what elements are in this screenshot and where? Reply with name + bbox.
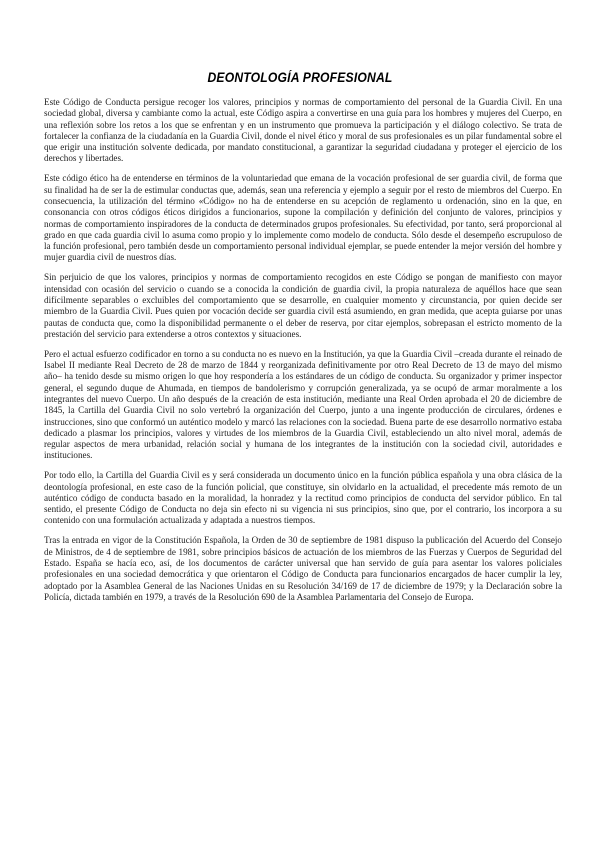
page-title: DEONTOLOGÍA PROFESIONAL — [207, 70, 393, 85]
paragraph: Por todo ello, la Cartilla del Guardia Civil es y será considerada un documento único en la función pública española y una obra clásica de la deontología profesional, en este caso de la función policial, que constituye, sin olvidarlo en la actualidad, el precedente más remoto de un auténtico código de conducta basado en la moralidad, la honradez y la rectitud como principios de conducta del servidor público. En tal sentido, el presente Código de Conducta no deja sin efecto ni su vigencia ni sus principios, sino que, por el contrario, los incorpora a su contenido con una formulación actualizada y adaptada a nuestros tiempos. — [44, 470, 562, 526]
paragraph: Sin perjuicio de que los valores, principios y normas de comportamiento recogidos en este Código se pongan de manifiesto con mayor intensidad con ocasión del servicio o cuando se a conocida la condición de guardia civil, la propia naturaleza de aquéllos hace que sean difícilmente separables o excluibles del comportamiento que se desarrolle, en cualquier momento y circunstancia, por quien decide ser miembro de la Guardia Civil. Pues quien por vocación decide ser guardia civil está asumiendo, en gran medida, que acepta guiarse por unas pautas de conducta que, como la disponibilidad permanente o el deber de reserva, por citar ejemplos, sobrepasan el estricto momento de la prestación del servicio para extenderse a otros contextos y situaciones. — [44, 272, 562, 339]
paragraph: Pero el actual esfuerzo codificador en torno a su conducta no es nuevo en la Institución, ya que la Guardia Civil –creada durante el reinado de Isabel II mediante Real Decreto de 28 de marzo de 1844 y reorganizada definitivamente por otro Real Decreto de 13 de mayo del mismo año– ha tenido desde su mismo origen lo que hoy respondería a los estándares de un código de conducta. Su organizador y primer inspector general, el segundo duque de Ahumada, en tiempos de bandolerismo y corrupción generalizada, ya se ocupó de armar moralmente a los integrantes del nuevo Cuerpo. Un año después de la creación de esta institución, mediante una Real Orden aprobada el 20 de diciembre de 1845, la Cartilla del Guardia Civil no solo vertebró la organización del Cuerpo, junto a una ingente producción de circulares, órdenes e instrucciones, sino que conformó un auténtico modelo y marcó las relaciones con la sociedad. Buena parte de ese desarrollo normativo estaba dedicado a plasmar los principios, valores y virtudes de los miembros de la Guardia Civil, estableciendo un alto nivel moral, además de regular aspectos de mera urbanidad, relación social y humana de los integrantes de la institución con la sociedad civil, autoridades e instituciones. — [44, 348, 562, 461]
paragraph: Tras la entrada en vigor de la Constitución Española, la Orden de 30 de septiembre de 1981 dispuso la publicación del Acuerdo del Consejo de Ministros, de 4 de septiembre de 1981, sobre principios básicos de actuación de los miembros de las Fuerzas y Cuerpos de Seguridad del Estado. España se hacía eco, así, de los documentos de carácter universal que han servido de guía para asentar los valores policiales profesionales en una sociedad democrática y que orientaron el Código de Conducta para funcionarios encargados de hacer cumplir la ley, adoptado por la Asamblea General de las Naciones Unidas en su Resolución 34/169 de 17 de diciembre de 1979; y la Declaración sobre la Policía, dictada también en 1979, a través de la Resolución 690 de la Asamblea Parlamentaria del Consejo de Europa. — [44, 535, 562, 602]
paragraph: Este Código de Conducta persigue recoger los valores, principios y normas de comportamiento del personal de la Guardia Civil. En una sociedad global, diversa y cambiante como la actual, este Código aspira a convertirse en una guía para los hombres y mujeres del Cuerpo, en una reflexión sobre los retos a los que se enfrentan y en un instrumento que promueva la participación y el diálogo colectivo. Se trata de fortalecer la confianza de la ciudadanía en la Guardia Civil, donde el nivel ético y moral de sus profesionales es un pilar fundamental sobre el que erigir una institución solvente dedicada, por mandato constitucional, a garantizar la seguridad ciudadana y proteger el ejercicio de los derechos y libertades. — [44, 97, 562, 164]
paragraph: Este código ético ha de entenderse en términos de la voluntariedad que emana de la vocación profesional de ser guardia civil, de forma que su finalidad ha de ser la de estimular conductas que, además, sean una referencia y ejemplo a seguir por el resto de miembros del Cuerpo. En consecuencia, la utilización del término «Código» no ha de entenderse en su acepción de reglamento u ordenación, sino en la que, en consonancia con otros códigos éticos dirigidos a funcionarios, supone la compilación y definición del conjunto de valores, principios y normas de comportamiento inspiradores de la conducta de determinados grupos profesionales. Su efectividad, por tanto, será proporcional al grado en que cada guardia civil lo asuma como propio y lo implemente como modelo de conducta. Sólo desde el desempeño escrupuloso de la función profesional, pero también desde un comportamiento personal individual ejemplar, se puede entender la mejor versión del hombre y mujer guardia civil de nuestros días. — [44, 173, 562, 263]
document-body — [44, 97, 562, 612]
